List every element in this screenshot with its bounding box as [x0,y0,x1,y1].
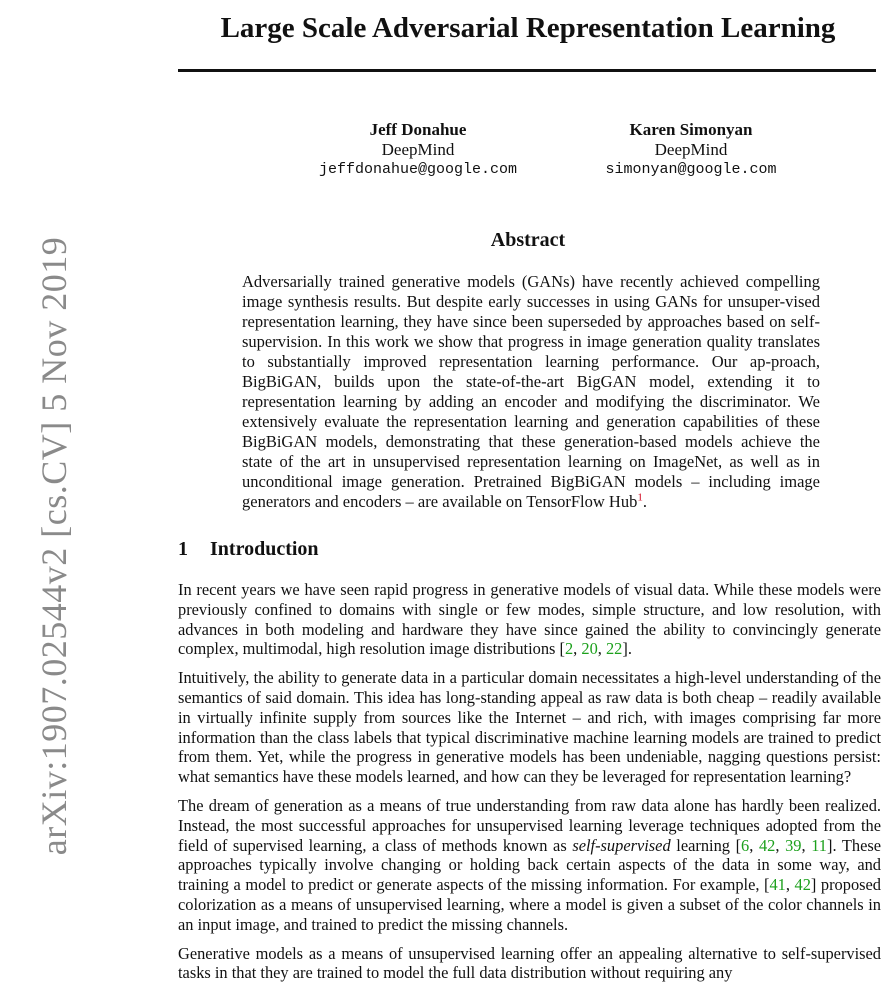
citation-link[interactable]: 20 [581,639,598,659]
abstract-end: . [642,492,647,511]
paragraph-text: learning [ [670,835,742,855]
author-1 [288,120,548,180]
introduction-body [178,580,881,992]
citation-link[interactable]: 42 [794,875,811,895]
paragraph-text: ]. These approaches typically involve changing or holding back certain aspects of the data in some way, and training a model to predict or generate aspects of the missing information. For example, [ [178,835,881,895]
paragraph-text: The dream of generation as a means of true understanding from raw data alone has hardly been realized. Instead, the most successful approaches for unsupervised learning leverage techniques adopted from the field of supervised learning, a class of methods known as [178,795,881,855]
citation-link[interactable]: 2 [564,639,574,659]
section-title: Introduction [210,538,319,560]
author-2 [561,120,821,180]
title-rule-bottom [178,69,876,72]
section-heading-introduction [178,538,878,561]
paragraph-text: In recent years we have seen rapid progress in generative models of visual data. While these models were previously confined to domains with single or few modes, simple structure, and low resolution, with advances in both modeling and hardware they have since gained the ability to convincingly generate complex, multimodal, high resolution image distributions [ [178,580,881,659]
author-affiliation: DeepMind [654,140,728,159]
author-email[interactable]: jeffdonahue@google.com [318,161,518,178]
paragraph-text: ]. [622,639,632,659]
abstract-body-text: Adversarially trained generative models (GANs) have recently achieved compelling image synthesis results. But despite early successes in using GANs for unsuper-vised representation learning, they have since been superseded by approaches based on self-supervision. In this work we show that progress in image generation quality translates to substantially improved representation learning performance. Our ap-proach, BigBiGAN, builds upon the state-of-the-art BigGAN model, extending it to representation learning by adding an encoder and modifying the discriminator. We extensively evaluate the representation learning and generation capabilities of these BigBiGAN models, demonstrating that these generation-based models achieve the state of the art in unsupervised representation learning on ImageNet, as well as in unconditional image generation. Pretrained BigBiGAN models – including image generators and encoders – are available on TensorFlow Hub [242,272,820,511]
citation-link[interactable]: 22 [605,639,623,659]
citation-link[interactable]: 39 [785,835,802,855]
author-name: Karen Simonyan [629,120,753,139]
arxiv-identifier: arXiv:1907.02544v2 [cs.CV] 5 Nov 2019 [34,236,74,856]
paragraph-text: ] proposed colorization as a means of unsupervised learning, where a model is given a subset of the color channels in an input image, and trained to predict the missing channels. [178,875,881,934]
author-name: Jeff Donahue [369,120,467,139]
section-number: 1 [178,538,188,560]
citation-link[interactable]: 41 [769,875,786,895]
paragraph-4: Generative models as a means of unsupervised learning offer an appealing alternative to self-supervised tasks in that they are trained to model the full data distribution without requiring any [178,943,881,983]
paragraph-1: In recent years we have seen rapid progress in generative models of visual data. While these models were previously confined to domains with single or few modes, simple structure, and low resolution, with advances in both modeling and hardware they have since gained the ability to convincingly generate complex, multimodal, high resolution image distributions [2, 20, 22]. [178,580,881,659]
emphasis-self-supervised: self-supervised [572,835,671,855]
author-affiliation: DeepMind [381,140,455,159]
abstract-heading: Abstract [490,229,566,251]
citation-link[interactable]: 6 [741,835,750,855]
paper-title: Large Scale Adversarial Representation Learning [220,12,836,44]
abstract-text [242,272,820,512]
author-email[interactable]: simonyan@google.com [605,161,777,178]
paragraph-3: The dream of generation as a means of true understanding from raw data alone has hardly been realized. Instead, the most successful approaches for unsupervised learning leverage techniques adopted from the field of supervised learning, a class of methods known as self-supervised learning [6, 42, 39, 11]. These approaches typically involve changing or holding back certain aspects of the data in some way, and training a model to predict or generate aspects of the missing information. For example, [41, 42] proposed colorization as a means of unsupervised learning, where a model is given a subset of the color channels in an input image, and trained to predict the missing channels. [178,795,881,934]
citation-link[interactable]: 11 [811,835,827,855]
footnote-link[interactable]: 1 [637,491,643,504]
citation-link[interactable]: 42 [758,835,776,855]
paragraph-2: Intuitively, the ability to generate data in a particular domain necessitates a high-level understanding of the semantics of said domain. This idea has long-standing appeal as raw data is both cheap – readily available in virtually infinite supply from sources like the Internet – and rich, with images comprising far more information than the class labels that typical discriminative machine learning models are trained to predict from them. Yet, while the progress in generative models has been undeniable, nagging questions persist: what semantics have these models learned, and how can they be leveraged for representation learning? [178,668,881,787]
